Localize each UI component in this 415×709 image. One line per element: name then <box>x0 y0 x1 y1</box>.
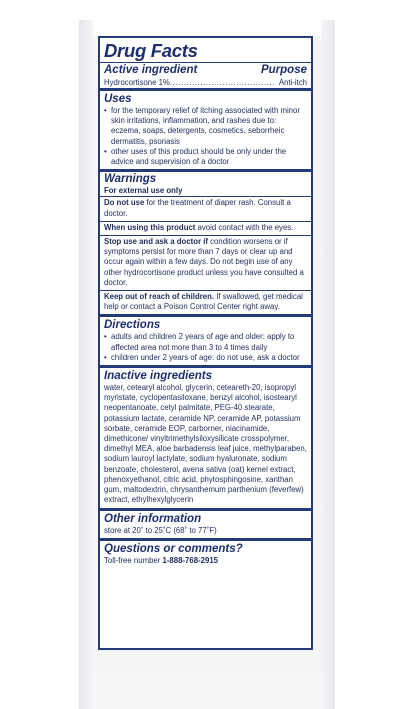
list-item: • children under 2 years of age: do not use, ask a doctor <box>104 353 307 363</box>
list-item: • other uses of this product should be only under the advice and supervision of a doctor <box>104 147 307 167</box>
stop-use-label: Stop use and ask a doctor if <box>104 237 208 247</box>
active-ingredient-header: Active ingredient <box>104 64 198 76</box>
toll-free-label: Toll-free number <box>104 555 163 565</box>
list-item: • for the temporary relief of itching associated with minor skin irritations, inflammation, and rashes due to: eczema, soaps, detergents, cosmetics, seborrheic dermatitis, psoriasis <box>104 106 307 147</box>
questions-title: Questions or comments? <box>104 542 243 555</box>
stop-use-text <box>104 236 307 290</box>
do-not-use-body: for the treatment of diaper rash. Consult a doctor. <box>104 198 291 218</box>
phone-number: 1-888-768-2915 <box>162 555 218 565</box>
do-not-use-label: Do not use <box>104 198 145 208</box>
carton-bottom <box>92 672 321 709</box>
other-info-section <box>104 511 307 538</box>
other-info-title: Other information <box>104 512 202 525</box>
uses-section <box>104 91 307 169</box>
leader-dots: ...................................... <box>169 78 275 87</box>
when-using-text <box>104 222 307 235</box>
uses-title: Uses <box>104 93 132 105</box>
other-info-text: store at 20˚ to 25˚C (68˚ to 77˚F) <box>104 525 217 535</box>
questions-section <box>104 541 307 568</box>
when-using-label: When using this product <box>104 222 196 232</box>
carton-left-edge <box>79 20 93 709</box>
list-item: • adults and children 2 years of age and older: apply to affected area not more than 3 to 4 times daily <box>104 332 307 352</box>
external-use-text: For external use only <box>104 186 183 196</box>
active-ingredient-header-row <box>104 63 307 77</box>
carton-right-edge <box>321 20 335 709</box>
drug-facts-panel <box>98 36 313 650</box>
do-not-use-text <box>104 197 307 220</box>
uses-list <box>104 106 307 167</box>
purpose-header: Purpose <box>260 64 307 76</box>
inactive-text: water, cetearyl alcohol, glycerin, ceteareth-20, isopropyl myristate, cyclopentasiloxane, benzyl alcohol, isostearyl neopentanoate, cetyl palmitate, PEG-40 stearate, potassium lactate, ceramide NP, ceramide AP, potassium sorbate, ceramide EOP, carborner, niacinamide, dimethicone/ vinyltrimethylsiloxysilicate crosspolymer, dimethyl MEA, aloe barbadensis leaf juice, methylparaben, sodium lauroyl lactylate, sodium hyaluronate, sodium benzoate, cholesterol, avena sativa (oat) kernel extract, phenoxyethanol, citric acid, phytosphingosine, xanthan gum, maltodextrin, chrysanthemum parthenium (feverfew) extract, ethylhexylglycerin <box>104 383 307 505</box>
active-ingredient-name: Hydrocortisone 1% <box>104 78 170 87</box>
drug-facts-title: Drug Facts <box>104 40 198 61</box>
keep-out-body: If swallowed, get medical help or contact a Poison Control Center right away. <box>104 292 303 312</box>
warnings-title: Warnings <box>104 173 157 186</box>
questions-text <box>104 556 307 566</box>
stop-use-body: condition worsens or if symptoms persist for more than 7 days or clear up and occur again within a few days. Do not begin use of any other hydrocortisone product unless you have consulted a doctor. <box>104 237 304 287</box>
inactive-section <box>104 368 307 507</box>
when-using-body: avoid contact with the eyes. <box>195 222 294 232</box>
active-ingredient-purpose: Anti-itch <box>278 78 307 87</box>
directions-section <box>104 317 307 365</box>
active-ingredient-line <box>104 77 307 88</box>
directions-list <box>104 332 307 363</box>
directions-title: Directions <box>104 319 161 332</box>
keep-out-label: Keep out of reach of children. <box>104 292 215 302</box>
inactive-title: Inactive ingredients <box>104 370 213 383</box>
keep-out-text <box>104 291 307 314</box>
